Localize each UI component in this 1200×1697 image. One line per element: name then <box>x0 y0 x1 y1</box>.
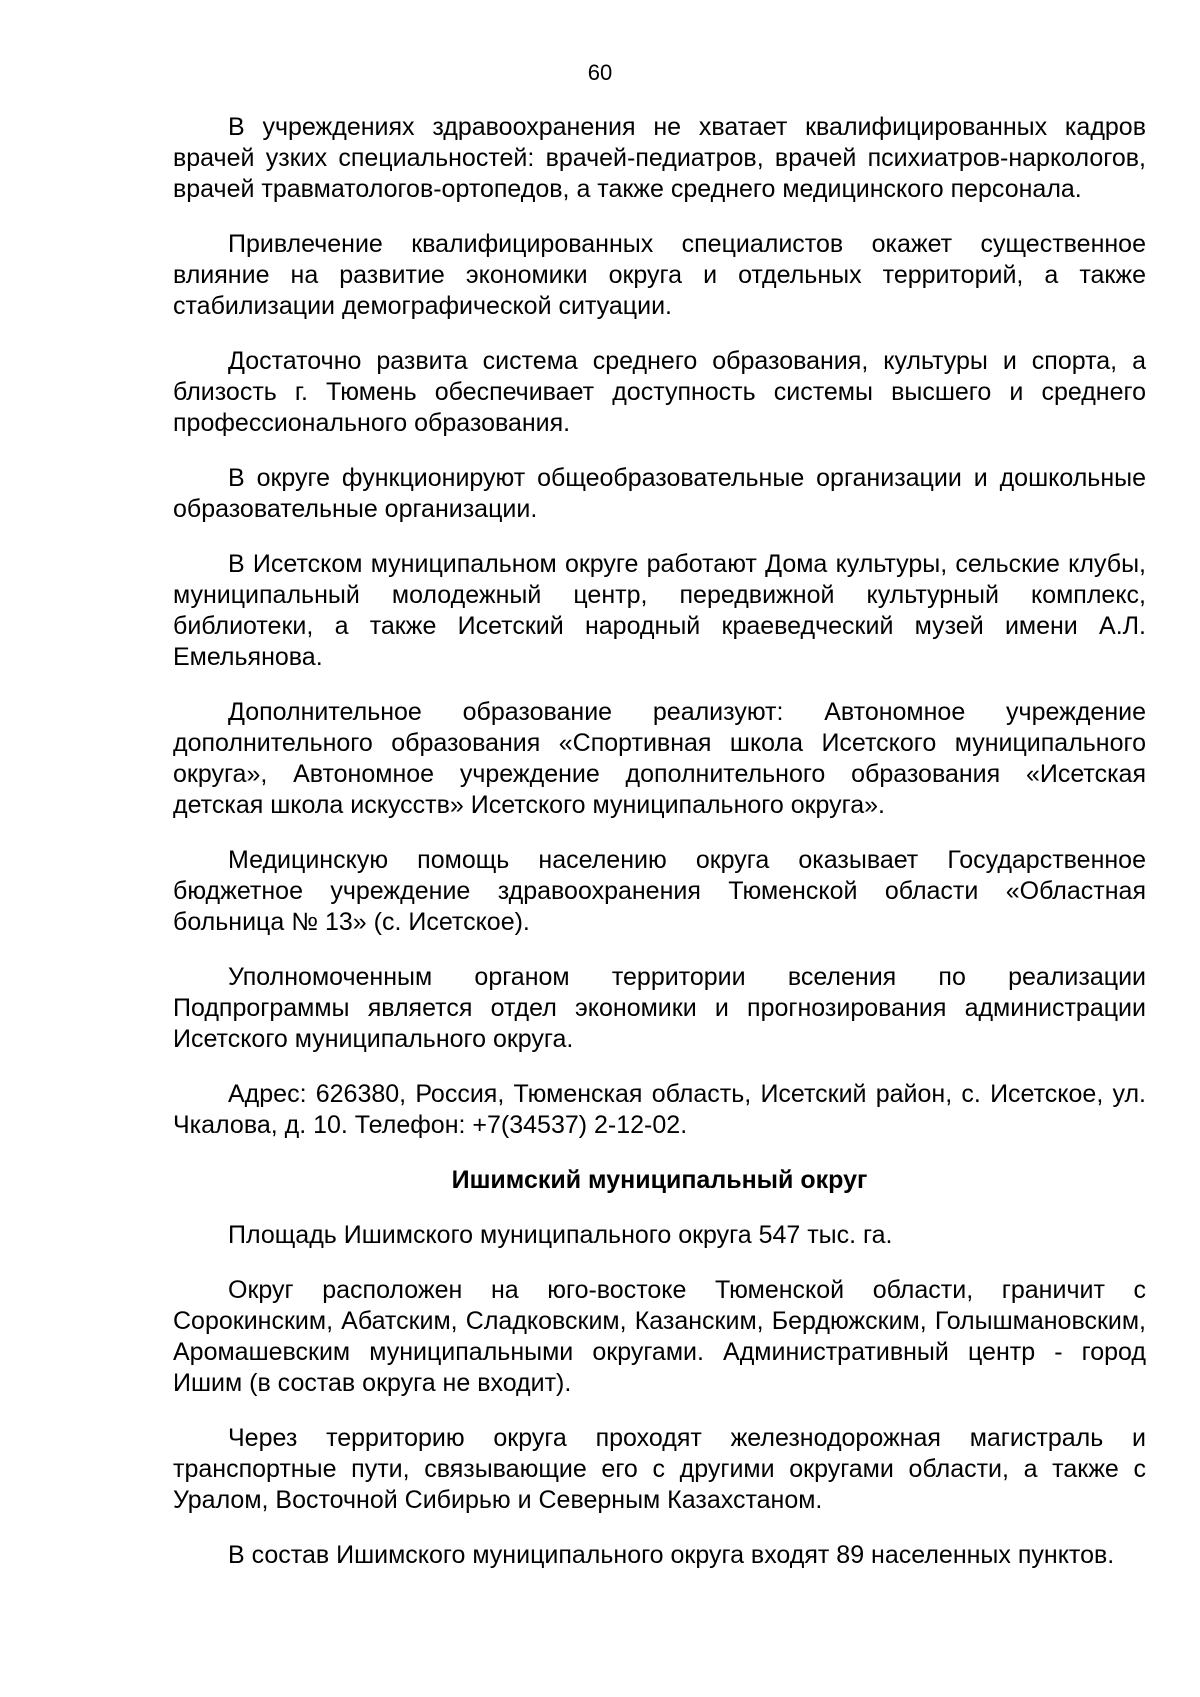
paragraph-medical-care: Медицинскую помощь населению округа оказывает Государственное бюджетное учреждение здравоохранения Тюменской области «Областная больница № 13» (с. Исетское). <box>173 846 1146 936</box>
paragraph-schools: В округе функционируют общеобразовательные организации и дошкольные образовательные организации. <box>173 464 1146 523</box>
paragraph-transport: Через территорию округа проходят железнодорожная магистраль и транспортные пути, связывающие его с другими округами области, а также с Уралом, Восточной Сибирью и Северным Казахстаном. <box>173 1424 1146 1514</box>
paragraph-culture: В Исетском муниципальном округе работают Дома культуры, сельские клубы, муниципальный молодежный центр, передвижной культурный комплекс, библиотеки, а также Исетский народный краеведческий музей имени А.Л. Емельянова. <box>173 550 1146 671</box>
paragraph-location: Округ расположен на юго-востоке Тюменской области, граничит с Сорокинским, Абатским, Сладковским, Казанским, Бердюжским, Голышмановским, Аромашевским муниципальными округами. Административный центр - город Ишим (в состав округа не входит). <box>173 1276 1146 1397</box>
paragraph-settlements: В состав Ишимского муниципального округа входят 89 населенных пунктов. <box>228 1541 1115 1569</box>
paragraph-address: Адрес: 626380, Россия, Тюменская область, Исетский район, с. Исетское, ул. Чкалова, д. 10. Телефон: +7(34537) 2-12-02. <box>173 1080 1146 1139</box>
paragraph-education-system: Достаточно развита система среднего образования, культуры и спорта, а близость г. Тюмень обеспечивает доступность системы высшего и среднего профессионального образования. <box>173 347 1146 437</box>
paragraph-specialists-attraction: Привлечение квалифицированных специалистов окажет существенное влияние на развитие экономики округа и отдельных территорий, а также стабилизации демографической ситуации. <box>173 230 1146 320</box>
paragraph-additional-education: Дополнительное образование реализуют: Автономное учреждение дополнительного образования «Спортивная школа Исетского муниципального округа», Автономное учреждение дополнительного образования «Исетская детская школа искусств» Исетского муниципального округа». <box>173 698 1146 819</box>
page-number: 60 <box>587 60 613 85</box>
paragraph-area: Площадь Ишимского муниципального округа 547 тыс. га. <box>228 1221 893 1249</box>
document-body <box>173 112 1146 1595</box>
paragraph-authorized-body: Уполномоченным органом территории вселения по реализации Подпрограммы является отдел экономики и прогнозирования администрации Исетского муниципального округа. <box>173 963 1146 1053</box>
paragraph-healthcare-staff: В учреждениях здравоохранения не хватает квалифицированных кадров врачей узких специальностей: врачей-педиатров, врачей психиатров-наркологов, врачей травматологов-ортопедов, а также среднего медицинского персонала. <box>173 113 1146 203</box>
section-heading: Ишимский муниципальный округ <box>451 1166 868 1194</box>
